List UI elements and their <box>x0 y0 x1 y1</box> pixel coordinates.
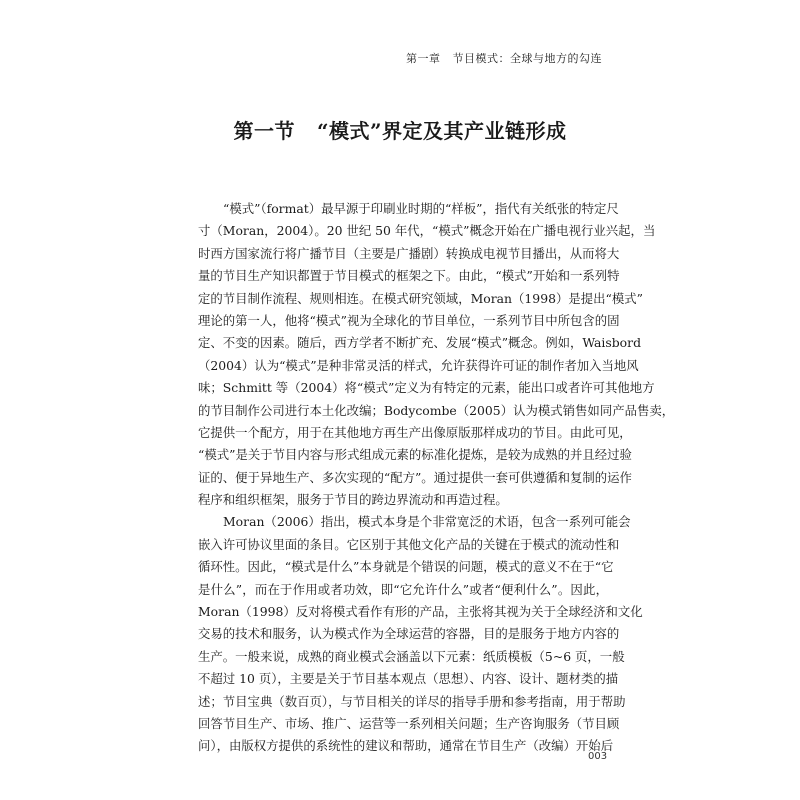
text-line: Moran（2006）指出，模式本身是个非常宽泛的术语，包含一系列可能会 <box>223 514 631 530</box>
text-line: 它提供一个配方，用于在其他地方再生产出像原版那样成功的节目。由此可见， <box>198 424 632 440</box>
text-line: 证的、便于异地生产、多次实现的“配方”。通过提供一套可供遵循和复制的运作 <box>198 469 632 485</box>
body-text <box>198 198 675 758</box>
text-line: （2004）认为“模式”是种非常灵活的样式，允许获得许可证的制作者加入当地风 <box>198 357 639 373</box>
text-line: 味；Schmitt 等（2004）将“模式”定义为有特定的元素，能出口或者许可其他地方 <box>198 380 655 396</box>
text-line: 时西方国家流行将广播节目（主要是广播剧）转换成电视节目播出，从而将大 <box>198 245 620 261</box>
text-line: 交易的技术和服务，认为模式作为全球运营的容器，目的是服务于地方内容的 <box>198 626 620 642</box>
chapter-title: 节目模式：全球与地方的勾连 <box>452 52 602 65</box>
paragraph-2 <box>198 511 643 757</box>
text-line: 量的节目生产知识都置于节目模式的框架之下。由此，“模式”开始和一系列特 <box>198 268 620 284</box>
text-line: 理论的第一人，他将“模式”视为全球化的节目单位，一系列节目中所包含的固 <box>198 312 620 328</box>
text-line: 不超过 10 页），主要是关于节目基本观点（思想）、内容、设计、题材类的描 <box>198 671 619 687</box>
text-line: 循环性。因此，“模式是什么”本身就是个错误的问题，模式的意义不在于“它 <box>198 559 614 575</box>
text-line: 嵌入许可协议里面的条目。它区别于其他文化产品的关键在于模式的流动性和 <box>198 536 620 552</box>
page-number: 003 <box>588 751 608 762</box>
text-line: 问），由版权方提供的系统性的建议和帮助，通常在节目生产（改编）开始后 <box>198 738 614 754</box>
chapter-number: 第一章 <box>406 52 441 65</box>
text-line: 寸（Moran，2004）。20 世纪 50 年代，“模式”概念开始在广播电视行业兴起，当 <box>198 223 656 239</box>
text-line: 述；节目宝典（数百页），与节目相关的详尽的指导手册和参考指南，用于帮助 <box>198 693 626 709</box>
text-line: “模式”（format）最早源于印刷业时期的“样板”，指代有关纸张的特定尺 <box>223 201 619 216</box>
text-line: 是什么”，而在于作用或者功效，即“它允许什么”或者“便利什么”。因此， <box>198 581 608 597</box>
text-line: 生产。一般来说，成熟的商业模式会涵盖以下元素：纸质模板（5~6 页，一般 <box>198 648 625 664</box>
text-line: 定的节目制作流程、规则相连。在模式研究领域，Moran（1998）是提出“模式” <box>198 290 643 306</box>
paragraph-1 <box>198 198 675 511</box>
section-heading <box>0 115 800 144</box>
text-line: “模式”是关于节目内容与形式组成元素的标准化提炼，是较为成熟的并且经过验 <box>198 447 632 463</box>
text-line: Moran（1998）反对将模式看作有形的产品，主张将其视为关于全球经济和文化 <box>198 604 643 620</box>
text-line: 回答节目生产、市场、推广、运营等一系列相关问题；生产咨询服务（节目顾 <box>198 715 620 731</box>
text-line: 程序和组织框架，服务于节目的跨边界流动和再造过程。 <box>198 492 508 508</box>
text-line: 定、不变的因素。随后，西方学者不断扩充、发展“模式”概念。例如，Waisbord <box>198 335 641 351</box>
running-header <box>406 50 602 66</box>
text-line: 的节目制作公司进行本土化改编；Bodycombe（2005）认为模式销售如同产品售卖， <box>198 402 675 418</box>
section-number: 第一节 <box>233 119 295 143</box>
section-title: “模式”界定及其产业链形成 <box>316 119 567 143</box>
